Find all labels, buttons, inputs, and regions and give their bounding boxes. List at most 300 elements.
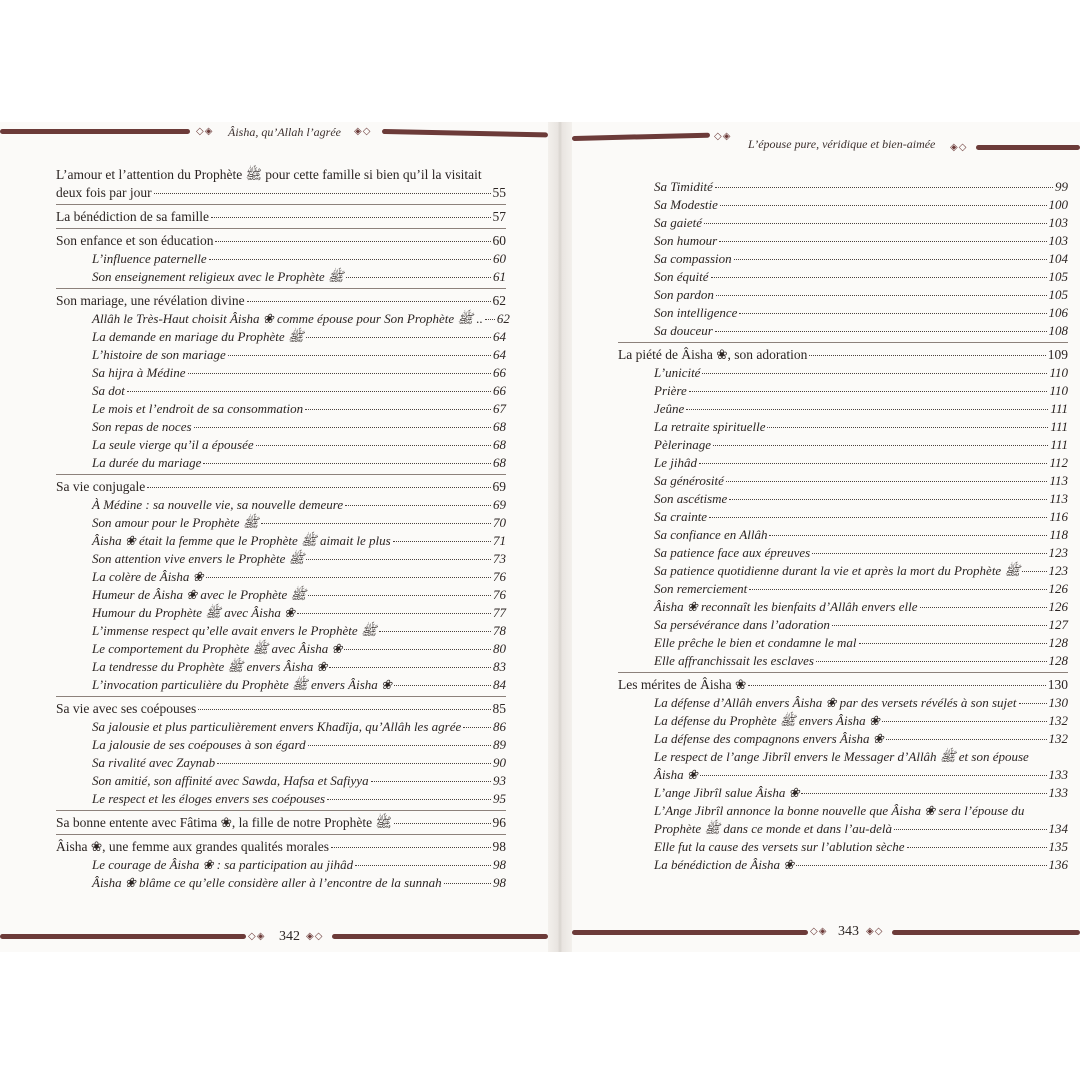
toc-entry[interactable] (56, 700, 506, 718)
dot-leader (215, 241, 490, 242)
toc-entry-label: Son amitié, son affinité avec Sawda, Hafsa et Safiyya (92, 773, 369, 788)
toc-entry-label: Humour du Prophète ﷺ avec Âisha ❀ (92, 605, 296, 620)
toc-entry-label: Sa compassion (654, 251, 732, 266)
toc-entry-label: La retraite spirituelle (654, 419, 766, 434)
dot-leader (306, 559, 491, 560)
ornament-icon: ◇◈ (196, 126, 214, 137)
toc-entry-label-line: L’Ange Jibrîl annonce la bonne nouvelle que Âisha ❀ sera l’épouse du (654, 803, 1025, 818)
toc-subentry[interactable] (618, 526, 1068, 544)
toc-page-number: 90 (493, 755, 506, 770)
toc-page-number: 111 (1050, 401, 1068, 416)
dot-leader (689, 391, 1048, 392)
toc-entry-label: Sa Modestie (654, 197, 718, 212)
dot-leader (894, 829, 1047, 830)
dot-leader (344, 649, 491, 650)
dot-leader (726, 481, 1048, 482)
dot-leader (719, 241, 1046, 242)
toc-page-number: 108 (1048, 323, 1068, 338)
toc-entry-label: La défense d’Allâh envers Âisha ❀ par des versets révélés à son sujet (654, 695, 1017, 710)
dot-leader (920, 607, 1047, 608)
dot-leader (206, 577, 491, 578)
dot-leader (700, 775, 1047, 776)
toc-page-number: 96 (492, 815, 506, 830)
toc-entry-label: Âisha ❀ était la femme que le Prophète ﷺ aimait le plus (92, 533, 391, 548)
toc-subentry[interactable] (56, 622, 506, 640)
toc-entry-label: La défense du Prophète ﷺ envers Âisha ❀ (654, 713, 880, 728)
toc-subentry[interactable] (618, 418, 1068, 436)
toc-entry-label: Sa générosité (654, 473, 724, 488)
running-header: L’épouse pure, véridique et bien-aimée (748, 137, 936, 151)
toc-page-number: 135 (1048, 839, 1068, 854)
toc-subentry[interactable] (56, 736, 506, 754)
toc-entry-label: Sa dot (92, 383, 125, 398)
toc-entry[interactable] (56, 478, 506, 496)
toc-page-number: 128 (1048, 653, 1068, 668)
section-divider (56, 228, 506, 229)
dot-leader (715, 187, 1053, 188)
dot-leader (154, 193, 491, 194)
toc-subentry[interactable] (618, 178, 1068, 196)
toc-subentry[interactable] (618, 364, 1068, 382)
dot-leader (729, 499, 1047, 500)
dot-leader (749, 589, 1046, 590)
toc-page-number: 66 (493, 365, 506, 380)
toc-entry-label: La seule vierge qu’il a épousée (92, 437, 254, 452)
toc-page-number: 67 (493, 401, 506, 416)
toc-entry-label: Elle fut la cause des versets sur l’ablution sèche (654, 839, 905, 854)
toc-page-number: 98 (492, 839, 506, 854)
toc-subentry[interactable] (56, 658, 506, 676)
dot-leader (832, 625, 1047, 626)
toc-subentry[interactable] (618, 268, 1068, 286)
toc-entry-label: Sa confiance en Allâh (654, 527, 768, 542)
toc-entry-label: Son ascétisme (654, 491, 728, 506)
section-divider (56, 810, 506, 811)
toc-page-number: 60 (492, 233, 506, 248)
dot-leader (297, 613, 491, 614)
toc-subentry[interactable] (618, 544, 1068, 562)
toc-subentry[interactable] (618, 580, 1068, 598)
dot-leader (329, 667, 491, 668)
toc-page-number: 130 (1048, 695, 1068, 710)
dot-leader (796, 865, 1046, 866)
dot-leader (209, 259, 491, 260)
toc-subentry[interactable] (618, 634, 1068, 652)
toc-subentry[interactable] (56, 364, 506, 382)
toc-subentry[interactable] (56, 754, 506, 772)
table-of-contents (56, 166, 510, 892)
table-of-contents (618, 178, 1068, 874)
toc-entry-label: Le jihâd (654, 455, 697, 470)
toc-page-number: 70 (493, 515, 506, 530)
page-number: 343 (838, 924, 859, 939)
dot-leader (769, 535, 1047, 536)
toc-subentry[interactable] (618, 730, 1068, 748)
toc-subentry[interactable] (56, 436, 506, 454)
toc-page-number: 73 (493, 551, 506, 566)
toc-entry-label: L’immense respect qu’elle avait envers le Prophète ﷺ (92, 623, 377, 638)
page-number: 342 (279, 929, 300, 944)
dot-leader (394, 685, 491, 686)
toc-subentry[interactable] (618, 508, 1068, 526)
toc-entry[interactable] (56, 232, 506, 250)
toc-page-number: 128 (1048, 635, 1068, 650)
toc-entry-label: Son mariage, une révélation divine (56, 293, 245, 308)
toc-page-number: 116 (1049, 509, 1068, 524)
toc-entry-label: Sa douceur (654, 323, 713, 338)
toc-subentry[interactable] (56, 640, 506, 658)
dot-leader (882, 721, 1047, 722)
toc-entry-label: Elle affranchissait les esclaves (654, 653, 814, 668)
toc-entry[interactable] (56, 292, 506, 310)
toc-subentry[interactable] (618, 286, 1068, 304)
toc-page-number: 69 (492, 479, 506, 494)
toc-subentry[interactable] (56, 568, 506, 586)
toc-page-number: 134 (1048, 821, 1068, 836)
toc-subentry[interactable] (56, 790, 506, 808)
dot-leader (194, 427, 491, 428)
ornament-icon: ◈◇ (866, 926, 884, 937)
toc-subentry[interactable] (56, 310, 510, 328)
dot-leader (699, 463, 1047, 464)
toc-entry-label: Son enseignement religieux avec le Prophète ﷺ (92, 269, 344, 284)
ornament-icon: ◈◇ (950, 142, 968, 153)
toc-page-number: 98 (493, 857, 506, 872)
toc-entry-label: Elle prêche le bien et condamne le mal (654, 635, 857, 650)
toc-page-number: 105 (1048, 287, 1068, 302)
toc-entry[interactable] (56, 838, 506, 856)
toc-entry-label: La bénédiction de Âisha ❀ (654, 857, 795, 872)
toc-page-number: 133 (1048, 785, 1068, 800)
toc-subentry[interactable] (56, 586, 506, 604)
toc-subentry[interactable] (618, 616, 1068, 634)
toc-page-number: 123 (1048, 563, 1068, 578)
dot-leader (228, 355, 491, 356)
toc-page-number: 110 (1049, 383, 1068, 398)
toc-subentry[interactable] (618, 382, 1068, 400)
dot-leader (345, 505, 491, 506)
toc-page-number: 64 (493, 347, 506, 362)
toc-page-number: 60 (493, 251, 506, 266)
dot-leader (306, 337, 491, 338)
toc-entry-label: Sa rivalité avec Zaynab (92, 755, 216, 770)
header-rule-right (382, 129, 548, 137)
toc-page-number: 111 (1050, 419, 1068, 434)
toc-subentry[interactable] (618, 712, 1068, 730)
toc-page-number: 105 (1048, 269, 1068, 284)
toc-page-number: 76 (493, 587, 506, 602)
section-divider (56, 834, 506, 835)
toc-subentry[interactable] (618, 400, 1068, 418)
toc-subentry[interactable] (618, 838, 1068, 856)
dot-leader (767, 427, 1048, 428)
toc-subentry[interactable] (56, 454, 506, 472)
toc-entry-label: Allâh le Très-Haut choisit Âisha ❀ comme épouse pour Son Prophète ﷺ .. (92, 311, 483, 326)
toc-subentry[interactable] (618, 214, 1068, 232)
toc-page-number: 100 (1048, 197, 1068, 212)
toc-subentry[interactable] (56, 250, 506, 268)
dot-leader (203, 463, 491, 464)
toc-subentry[interactable] (56, 532, 506, 550)
toc-entry-label: Son humour (654, 233, 718, 248)
dot-leader (331, 847, 491, 848)
toc-entry-label: deux fois par jour (56, 185, 152, 200)
section-divider (56, 696, 506, 697)
dot-leader (809, 355, 1045, 356)
toc-entry[interactable] (56, 184, 506, 202)
ornament-icon: ◇◈ (714, 131, 732, 142)
dot-leader (713, 445, 1048, 446)
toc-entry-label: La durée du mariage (92, 455, 202, 470)
toc-page-number: 68 (493, 437, 506, 452)
toc-subentry[interactable] (56, 874, 506, 892)
toc-entry[interactable] (56, 814, 506, 832)
toc-subentry[interactable] (618, 472, 1068, 490)
toc-entry-label: La demande en mariage du Prophète ﷺ (92, 329, 304, 344)
toc-entry-label: Sa hijra à Médine (92, 365, 186, 380)
dot-leader (739, 313, 1046, 314)
dot-leader (1022, 571, 1046, 572)
toc-subentry[interactable] (618, 196, 1068, 214)
toc-entry-label: L’ange Jibrîl salue Âisha ❀ (654, 785, 800, 800)
toc-subentry[interactable] (618, 250, 1068, 268)
toc-page-number: 68 (493, 419, 506, 434)
toc-entry-label: L’unicité (654, 365, 701, 380)
dot-leader (702, 373, 1047, 374)
toc-subentry[interactable] (618, 784, 1068, 802)
toc-subentry[interactable] (56, 772, 506, 790)
toc-entry[interactable] (56, 208, 506, 226)
toc-subentry[interactable] (56, 382, 506, 400)
dot-leader (463, 727, 491, 728)
toc-page-number: 103 (1048, 215, 1068, 230)
dot-leader (127, 391, 491, 392)
toc-entry-label: Âisha ❀, une femme aux grandes qualités morales (56, 839, 329, 854)
toc-page-number: 98 (493, 875, 506, 890)
toc-subentry[interactable] (618, 856, 1068, 874)
toc-subentry[interactable] (618, 304, 1068, 322)
toc-page-number: 99 (1055, 179, 1068, 194)
toc-entry[interactable] (618, 346, 1068, 364)
dot-leader (394, 823, 491, 824)
toc-page-number: 77 (493, 605, 506, 620)
dot-leader (147, 487, 490, 488)
dot-leader (734, 259, 1047, 260)
dot-leader (379, 631, 491, 632)
dot-leader (188, 373, 491, 374)
dot-leader (261, 523, 491, 524)
toc-subentry[interactable] (618, 652, 1068, 670)
toc-entry-label: Pèlerinage (654, 437, 712, 452)
dot-leader (444, 883, 491, 884)
dot-leader (308, 595, 491, 596)
dot-leader (715, 331, 1047, 332)
dot-leader (393, 541, 491, 542)
toc-subentry[interactable] (618, 694, 1068, 712)
toc-page-number: 132 (1048, 731, 1068, 746)
toc-page-number: 136 (1048, 857, 1068, 872)
toc-page-number: 68 (493, 455, 506, 470)
toc-page-number: 66 (493, 383, 506, 398)
left-page (0, 122, 548, 952)
toc-page-number: 83 (493, 659, 506, 674)
dot-leader (1019, 703, 1047, 704)
toc-entry-label: Prophète ﷺ dans ce monde et dans l’au-delà (654, 821, 892, 836)
toc-subentry[interactable] (56, 400, 506, 418)
open-book (0, 122, 1080, 952)
dot-leader (816, 661, 1047, 662)
dot-leader (748, 685, 1045, 686)
toc-subentry[interactable] (56, 496, 506, 514)
dot-leader (346, 277, 491, 278)
header-rule-left (572, 133, 710, 141)
toc-page-number: 112 (1049, 455, 1068, 470)
toc-page-number: 76 (493, 569, 506, 584)
toc-subentry[interactable] (618, 232, 1068, 250)
toc-subentry[interactable] (56, 268, 506, 286)
toc-entry-label: Son amour pour le Prophète ﷺ (92, 515, 259, 530)
toc-subentry[interactable] (56, 718, 506, 736)
dot-leader (371, 781, 491, 782)
toc-subentry[interactable] (56, 676, 506, 694)
toc-entry-label: La jalousie de ses coépouses à son égard (92, 737, 306, 752)
dot-leader (886, 739, 1047, 740)
toc-entry-label: Âisha ❀ reconnaît les bienfaits d’Allâh envers elle (654, 599, 918, 614)
toc-entry-label: Sa Timidité (654, 179, 713, 194)
toc-page-number: 85 (492, 701, 506, 716)
toc-subentry[interactable] (56, 328, 506, 346)
toc-entry-label: La tendresse du Prophète ﷺ envers Âisha ❀ (92, 659, 328, 674)
toc-page-number: 130 (1047, 677, 1068, 692)
toc-page-number: 109 (1047, 347, 1068, 362)
toc-subentry[interactable] (618, 490, 1068, 508)
section-divider (618, 342, 1068, 343)
dot-leader (711, 277, 1047, 278)
toc-subentry[interactable] (56, 856, 506, 874)
toc-entry-label: Son repas de noces (92, 419, 192, 434)
section-divider (56, 204, 506, 205)
toc-subentry[interactable] (56, 550, 506, 568)
section-divider (618, 672, 1068, 673)
toc-entry-label: Sa crainte (654, 509, 708, 524)
toc-page-number: 89 (493, 737, 506, 752)
toc-subentry[interactable] (56, 346, 506, 364)
toc-page-number: 61 (493, 269, 506, 284)
toc-entry-label-line: Le respect de l’ange Jibrîl envers le Messager d’Allâh ﷺ et son épouse (654, 749, 1029, 764)
dot-leader (256, 445, 491, 446)
dot-leader (485, 319, 495, 320)
toc-page-number: 55 (492, 185, 506, 200)
dot-leader (305, 409, 491, 410)
toc-subentry[interactable] (56, 604, 506, 622)
toc-entry-label-line: L’amour et l’attention du Prophète ﷺ pour cette famille si bien qu’il la visitait (56, 167, 482, 182)
ornament-icon: ◇◈ (248, 931, 266, 942)
dot-leader (686, 409, 1048, 410)
dot-leader (720, 205, 1047, 206)
toc-entry-label: À Médine : sa nouvelle vie, sa nouvelle demeure (92, 497, 344, 512)
toc-page-number: 132 (1048, 713, 1068, 728)
toc-subentry[interactable] (618, 322, 1068, 340)
toc-subentry[interactable] (618, 562, 1068, 580)
toc-page-number: 62 (492, 293, 506, 308)
header-rule-right (976, 145, 1080, 150)
toc-page-number: 69 (493, 497, 506, 512)
section-divider (56, 288, 506, 289)
toc-subentry[interactable] (618, 766, 1068, 784)
footer-rule-right (892, 930, 1080, 935)
dot-leader (812, 553, 1046, 554)
dot-leader (907, 847, 1047, 848)
footer-rule-left (572, 930, 808, 935)
section-divider (56, 474, 506, 475)
toc-entry-label: Le mois et l’endroit de sa consommation (92, 401, 304, 416)
footer-rule-right (332, 934, 548, 939)
toc-entry[interactable] (618, 676, 1068, 694)
dot-leader (859, 643, 1047, 644)
toc-page-number: 103 (1048, 233, 1068, 248)
toc-entry-label: Le comportement du Prophète ﷺ avec Âisha ❀ (92, 641, 343, 656)
dot-leader (716, 295, 1047, 296)
toc-entry-label: Sa gaieté (654, 215, 703, 230)
toc-entry-label: Âisha ❀ (654, 767, 698, 782)
toc-entry-label: Sa jalousie et plus particulièrement envers Khadîja, qu’Allâh les agrée (92, 719, 462, 734)
toc-entry-label: L’histoire de son mariage (92, 347, 226, 362)
toc-subentry[interactable] (56, 418, 506, 436)
toc-subentry[interactable] (618, 436, 1068, 454)
toc-page-number: 113 (1049, 473, 1068, 488)
toc-subentry[interactable] (618, 454, 1068, 472)
toc-entry-label: Prière (654, 383, 687, 398)
toc-entry-label: Le courage de Âisha ❀ : sa participation au jihâd (92, 857, 354, 872)
toc-entry-label: La piété de Âisha ❀, son adoration (618, 347, 808, 362)
toc-entry-label: Son intelligence (654, 305, 738, 320)
toc-entry-label: Sa persévérance dans l’adoration (654, 617, 830, 632)
toc-page-number: 110 (1049, 365, 1068, 380)
toc-page-number: 126 (1048, 599, 1068, 614)
toc-entry-label: Son équité (654, 269, 709, 284)
toc-entry-label: La défense des compagnons envers Âisha ❀ (654, 731, 884, 746)
dot-leader (211, 217, 491, 218)
toc-entry-label: Jeûne (654, 401, 685, 416)
toc-entry-label: Le respect et les éloges envers ses coépouses (92, 791, 326, 806)
toc-page-number: 93 (493, 773, 506, 788)
toc-entry-label: La colère de Âisha ❀ (92, 569, 204, 584)
toc-page-number: 71 (493, 533, 506, 548)
toc-entry-label: Sa vie avec ses coépouses (56, 701, 197, 716)
dot-leader (709, 517, 1047, 518)
toc-subentry[interactable] (56, 514, 506, 532)
toc-entry-label: Sa patience face aux épreuves (654, 545, 811, 560)
toc-subentry[interactable] (618, 820, 1068, 838)
toc-entry-label: L’invocation particulière du Prophète ﷺ envers Âisha ❀ (92, 677, 392, 692)
dot-leader (355, 865, 491, 866)
dot-leader (198, 709, 490, 710)
toc-page-number: 106 (1048, 305, 1068, 320)
toc-page-number: 104 (1048, 251, 1068, 266)
toc-entry-label: Son attention vive envers le Prophète ﷺ (92, 551, 305, 566)
toc-subentry[interactable] (618, 598, 1068, 616)
toc-entry-label: Sa vie conjugale (56, 479, 146, 494)
ornament-icon: ◈◇ (354, 126, 372, 137)
toc-entry-label: Son remerciement (654, 581, 748, 596)
toc-page-number: 118 (1049, 527, 1068, 542)
toc-page-number: 64 (493, 329, 506, 344)
toc-page-number: 123 (1048, 545, 1068, 560)
toc-page-number: 80 (493, 641, 506, 656)
toc-page-number: 78 (493, 623, 506, 638)
toc-entry-label: Son pardon (654, 287, 714, 302)
book-gutter (548, 122, 572, 952)
